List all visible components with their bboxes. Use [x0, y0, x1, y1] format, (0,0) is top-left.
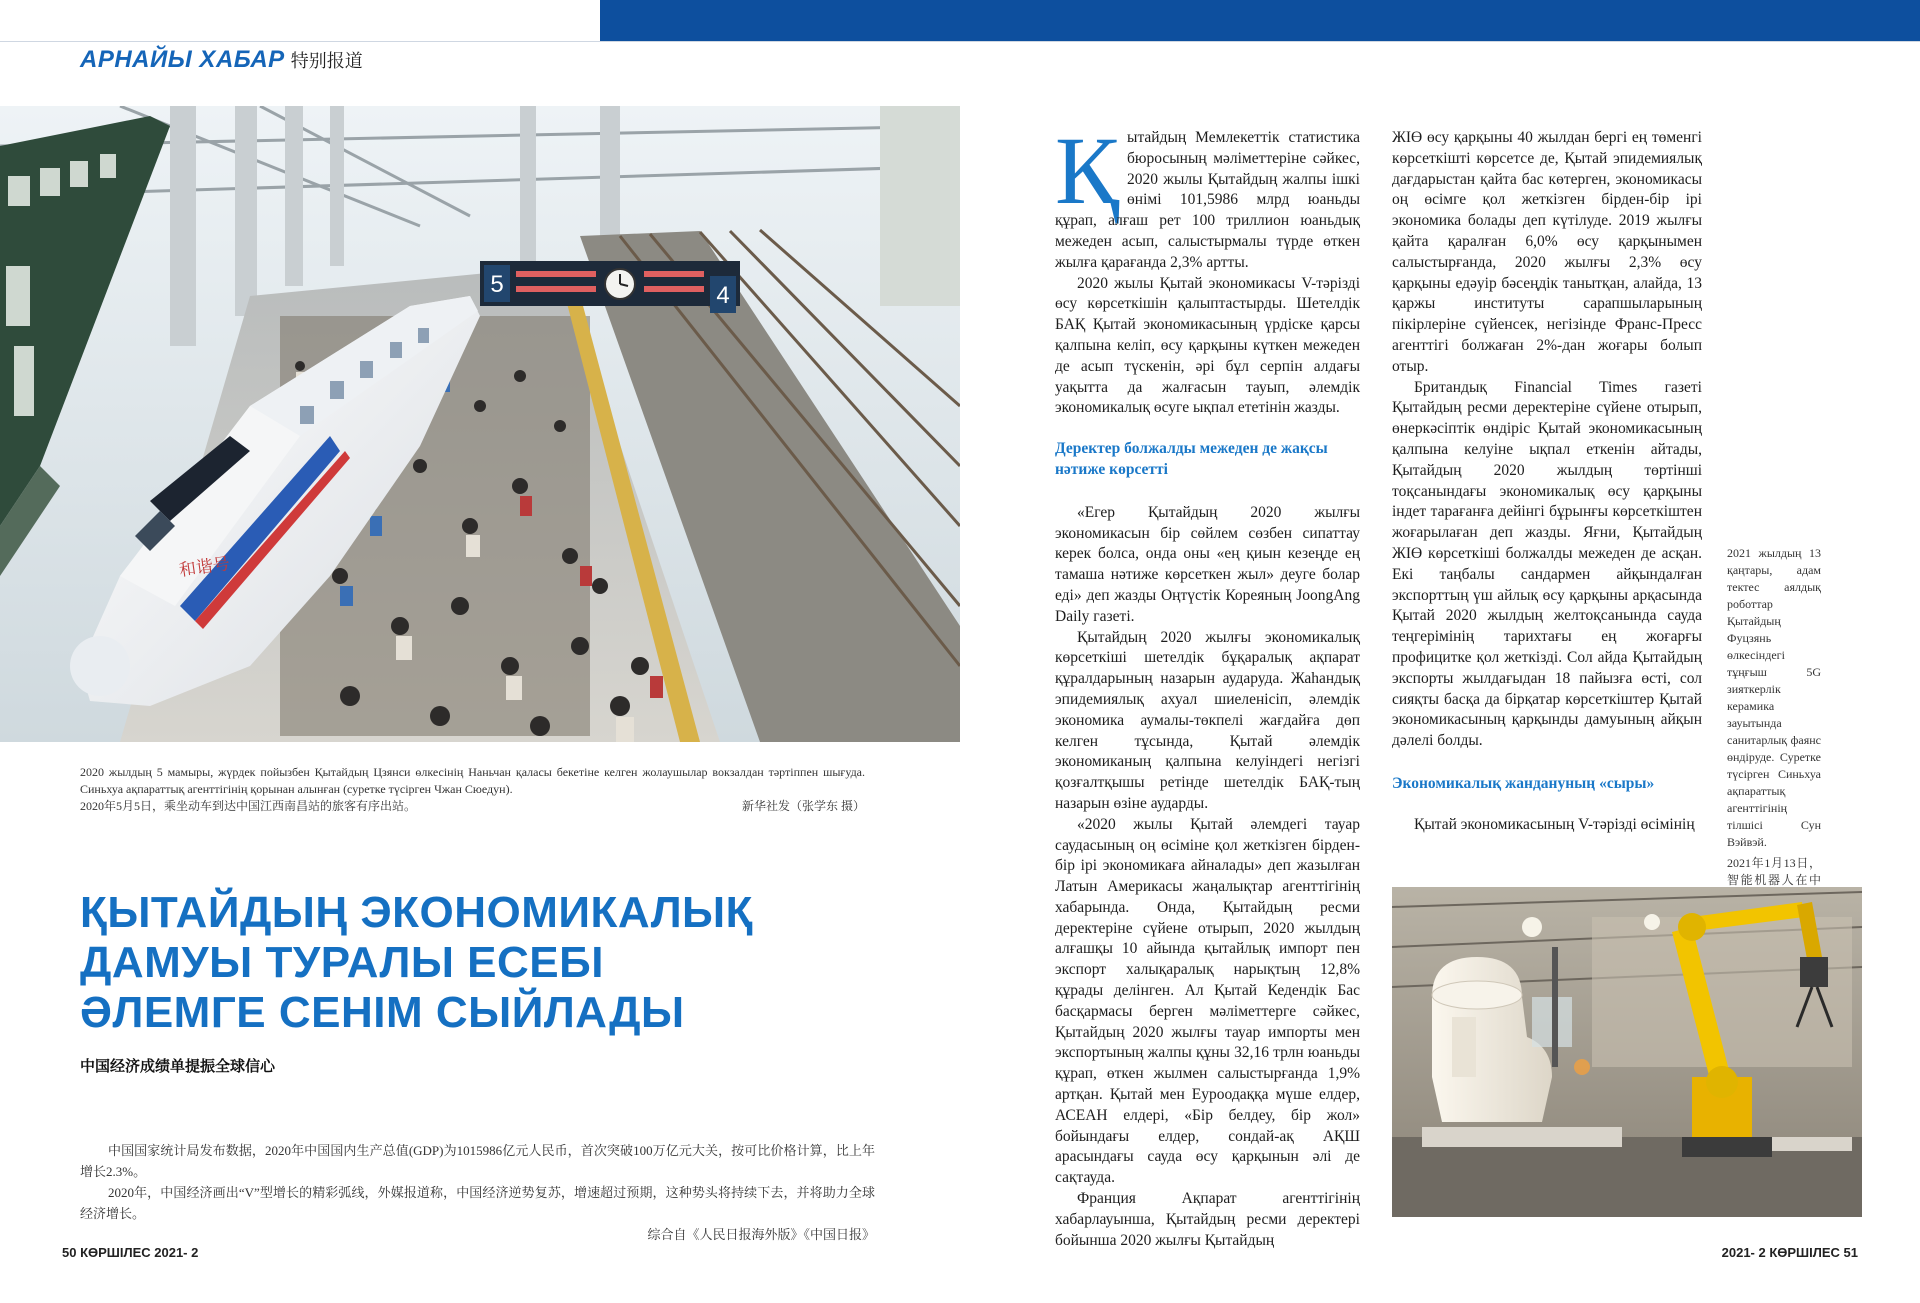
- article-text: ытайдың Мемлекеттік статистика бюросының мәліметтеріне сәйкес, 2020 жылы Қытайдың жалпы ішкі өнімі 101,5986 млрд юаньды құрап, алғаш рет 100 триллион юаньдық межеден асып, салыстырмалы түрде өткен жылға қарағанда 2,3% артты.: [1055, 129, 1360, 271]
- article-subhead-cn: 中国经济成绩单提振全球信心: [80, 1058, 276, 1075]
- platform-number-4: 4: [716, 282, 730, 309]
- photo-caption-cn-row: [80, 798, 865, 815]
- page-number-right: 2021- 2 КӨРШІЛЕС 51: [1721, 1245, 1858, 1260]
- article-paragraph: «2020 жылы Қытай әлемдегі тауар саудасының оң өсіміне қол жеткізген бірден-бір ірі экономикаға айналады» деп жазылған Латын Америкасы жаңалықтар агенттігінің хабарында. Онда, Қытайдың ресми деректеріне сүйене отырып, 2020 жылдың алғашқы 10 айында қытайлық импорт пен экспорт халықаралық нарықтың 12,8% құрады делінген. Ал Қытай Кедендік Бас басқармасы берген мәліметтерге сәйкес, Қытайдың 2020 жылғы тауар импорты мен экспортының жалпы құны 32,16 трлн юаньды құрап, өткен жылмен салыстырғанда 1,9% артқан. Қытай мен Еуроодаққа мүше елдер, АСЕАН елдері, «Бір белдеу, бір жол» бойындағы елдер, сондай-ақ АҚШ арасындағы сауда өсу қарқынын әлі де сақтауда.: [1055, 815, 1360, 1187]
- article-subheading: Деректер болжалды межеден де жақсы нәтиже көрсетті: [1055, 440, 1328, 478]
- drop-cap: Қ: [1055, 117, 1120, 224]
- section-title-cn: 特别报道: [290, 51, 363, 71]
- lead-paragraph-2: 2020年，中国经济画出“V”型增长的精彩弧线，外媒报道称，中国经济逆势复苏，增速超过预期，这种势头将持续下去，并将助力全球经济增长。: [80, 1185, 875, 1221]
- article-paragraph: [1055, 117, 1360, 274]
- side-caption-cn: 2021年1月13日，智能机器人在中: [1727, 856, 1821, 887]
- section-title-kz: АРНАЙЫ ХАБАР: [80, 46, 285, 73]
- photo-caption-cn: 2020年5月5日，乘坐动车到达中国江西南昌站的旅客有序出站。: [80, 799, 417, 813]
- article-paragraph: Британдық Financial Times газеті Қытайдың ресми деректеріне сүйене отырып, өнеркәсіптік өндіріс Қытай экономикасының қалпына келуіне ықпал еткенін айтады, Қытайдың 2020 жылдың төртінші тоқсанындағы экономикалық өсу қарқыны індет тарағанға дейінгі бұрынғы көрсеткіштен жоғарылаған деп жазды. Яғни, Қытайдың ЖІӨ көрсеткіші болжалды межеден де асқан. Екі таңбалы сандармен айқындалған экспорттың үш айлық өсу қарқыны арқасында Қытай 2020 жылдың желтоқсанында сауда теңгерімінің тарихтағы ең жоғарғы профицитке қол жеткізді. Сол айда Қытайдың экспорты жылдағыдан 18 пайызға өсті, сол сияқты басқа да бірқатар көрсеткіштер Қытай экономикасының қарқынды дамуының айқын дәлелі болды.: [1392, 378, 1702, 750]
- article-paragraph: ЖІӨ өсу қарқыны 40 жылдан бергі ең төменгі көрсеткішті көрсетсе де, Қытай эпидемиялық дағдарыстан қайта бас көтерген, экономикасы оң өсімге қол жеткізген бірден-бір ірі экономика болады деп күтілуде. 2019 жылғы қайта қаралған 6,0% өсу қарқынымен салыстырғанда, 2020 жылғы 2,3% өсу қарқыны едәуір бәсеңдік танытқан, алайда, 13 қаржы институты сарапшыларының пікірлеріне сүйенсек, негізінде Франс-Пресс агенттігі болжаған 2%-дан жоғары болып отыр.: [1392, 129, 1702, 375]
- page-number-left: 50 КӨРШІЛЕС 2021- 2: [62, 1245, 199, 1260]
- article-paragraph: 2020 жылы Қытай экономикасы V-тәрізді өсу көрсеткішін қалыптастырды. Шетелдік БАҚ Қытай экономикасының үрдіске қарсы қалпына келіп, өсу қарқыны күткен межеден де асып түскенін, әрі бұл серпін алдағы уақытта да жалғасын тауып, әлемдік экономикалық өсуге ықпал ететінін жазды.: [1055, 274, 1360, 417]
- article-paragraph: Франция Ақпарат агенттігінің хабарлауынша, Қытайдың ресми деректері бойынша 2020 жылғы Қытайдың: [1055, 1190, 1360, 1249]
- train-station-photo: [0, 106, 960, 742]
- article-column-2: [1392, 128, 1702, 836]
- side-caption-kz: 2021 жылдың 13 қаңтары, адам тектес аялдық роботтар Қытайдың Фуцзянь өлкесіндегі тұңғыш 5G зияткерлік керамика зауытында санитарлық фаянс өндіруде. Суретке түсірген Синьхуа ақпараттық агенттігінің тілшісі Сун Вэйвэй.: [1727, 546, 1821, 849]
- top-rule: [0, 41, 1920, 42]
- train-logo-text: 和谐号: [177, 554, 232, 581]
- robot-factory-photo: [1392, 887, 1862, 1217]
- photo-caption: [80, 764, 865, 815]
- platform-number-5: 5: [490, 271, 504, 298]
- article-paragraph: Қытай экономикасының V-тәрізді өсімінің: [1414, 815, 1695, 833]
- article-column-1: [1055, 117, 1360, 1251]
- article-paragraph: Қытайдың 2020 жылғы экономикалық көрсеткіші шетелдік бұқаралық ақпарат құралдарының назарын аударуда. Жаһандық эпидемиялық ахуал шиеленісіп, әлемдік экономика аумалы-төкпелі жағдайға дөп келген тұсында, Қытай әлемдік экономиканың қалпына келуіндегі негізгі қозғалтқышы ретінде шетелдік БАҚ-тың назарын өзіне аударды.: [1055, 628, 1360, 812]
- lead-source: 综合自《人民日报海外版》《中国日报》: [647, 1227, 875, 1242]
- photo-caption-kz: 2020 жылдың 5 мамыры, жүрдек пойызбен Қытайдың Цзянси өлкесінің Наньчан қаласы бекетіне келген жолаушылар вокзалдан тәртіппен шығуда. Синьхуа ақпараттық агенттігінің қорынан алынған (суретке түсірген Чжан Сюедун).: [80, 765, 865, 796]
- article-headline: ҚЫТАЙДЫҢ ЭКОНОМИКАЛЫҚ ДАМУЫ ТУРАЛЫ ЕСЕБІ ӘЛЕМГЕ СЕНІМ СЫЙЛАДЫ: [80, 888, 753, 1037]
- article-subheading: Экономикалық жандануның «сыры»: [1392, 774, 1655, 792]
- lead-paragraph-1: 中国国家统计局发布数据，2020年中国国内生产总值(GDP)为1015986亿元人民币，首次突破100万亿元大关，按可比价格计算，比上年增长2.3%。: [80, 1143, 875, 1179]
- article-paragraph: «Егер Қытайдың 2020 жылғы экономикасын бір сөйлем сөзбен сипаттау керек болса, онда оны «ең қиын кезеңде ең тамаша нәтиже көрсеткен жыл» деуге болар еді» деп жазды Оңтүстік Кореяның JoongAng Daily газеті.: [1055, 503, 1360, 625]
- lead-summary-cn: [80, 1140, 875, 1245]
- photo-credit: 新华社发（张学东 摄）: [741, 799, 865, 813]
- top-color-bar: [600, 0, 1920, 42]
- section-header: [80, 46, 363, 74]
